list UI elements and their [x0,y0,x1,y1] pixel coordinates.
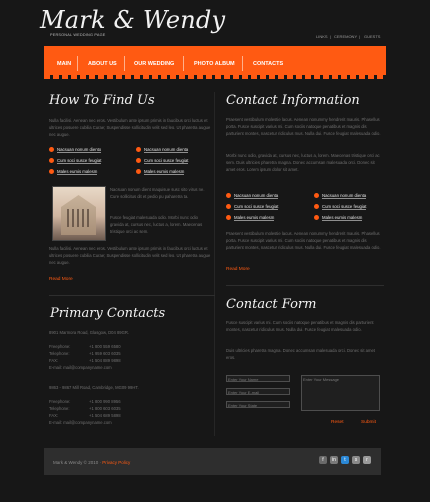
footer-copyright: Mark & Wendy © 2010 · Privacy Policy [53,460,131,465]
name-field[interactable]: Enter Your Name [226,375,290,382]
contact-info-para-2: Morbi nunc odio, gravida at, cursus nec, luctus a, lorem. Maecenas tristique orci ac sem. Duis ultricies pharetra magna. Donec accumsan malesuada orci. Donec sit amet eros. Lorem ipsum dolor sit amet. [226,153,380,172]
fax-value-2: +1 504 689 5898 [89,413,121,418]
info-link-3a[interactable]: Males eumis malesm [226,214,274,221]
form-title: Contact Form [226,297,317,312]
contact-info-read-more[interactable]: Read More [226,267,250,272]
find-paragraph-2: Nulla facilisi. Aenean nec eros. Vestibulum ante ipsum primis in faucibus orci luctus et ultrices posuere cubilia Curae; Suspendisse sollicitudin velit sed leo. Ut pharetra augue nec augue. [49,246,211,265]
privacy-policy-link[interactable]: Privacy Policy [102,460,131,465]
telephone-label-2: Telephone: [49,406,70,411]
freephone-label-1: Freephone: [49,344,71,349]
telephone-value-2: +1 800 603 6035 [89,406,121,411]
find-link-2a[interactable]: Cum soci susce feugiat [49,157,101,164]
rss-icon[interactable]: r [363,456,371,464]
form-para-1: Fusce suscipit varius mi. Cum sociis natoque penatibus et magnis dis parturient montes, nascetur ridiculus mus. Nulla dui. Fusce feugiat malesuada odio. [226,320,374,332]
message-field[interactable]: Enter Your Message [301,375,380,411]
castle-photo [52,186,106,241]
find-link-1b[interactable]: Nacsuan nonum dienta [136,146,188,153]
info-link-1b[interactable]: Nacsuan nonum dienta [314,192,366,199]
submit-button[interactable]: Submit [361,420,376,425]
contact-info-para-1: Praesent vestibulum molestie lacus. Aenean nonummy hendrerit mauris. Phasellus porta. Fusce suscipit varius mi. Cum sociis natoque penatibus et magnis dis parturient montes, nascetur ridiculus mus. Nulla dui. Fusce feugiat malesuada odio. [226,117,381,136]
reset-button[interactable]: Reset [331,420,344,425]
linkedin-icon[interactable]: in [330,456,338,464]
freephone-value-1: +1 800 559 6580 [89,344,121,349]
contact-info-title: Contact Information [226,93,360,108]
form-para-2: Duis ultricies pharetra magna. Donec accumsan malesuada orci. Donec sit amet eros. [226,348,375,360]
email-2[interactable]: E-mail: mail@companyname.com [49,420,112,425]
facebook-icon[interactable]: f [319,456,327,464]
contacts-address-1: 8901 Marmora Road, Glasgow, D04 89GR. [49,330,130,335]
fax-value-1: +1 504 889 9898 [89,358,121,363]
find-link-3b[interactable]: Males eumis malesm [136,168,184,175]
state-field[interactable]: Enter Your State [226,401,290,408]
fax-label-2: FAX: [49,413,59,418]
menu-main[interactable]: MAIN [57,61,72,67]
info-link-2a[interactable]: Cum soci susce feugiat [226,203,278,210]
top-link-links[interactable]: LINKS [316,34,328,39]
top-link-guests[interactable]: GUESTS [364,34,381,39]
site-tagline: PERSONAL WEDDING PAGE [50,33,106,37]
find-link-3a[interactable]: Males eumis malesm [49,168,97,175]
info-link-1a[interactable]: Nacsuan nonum dienta [226,192,278,199]
left-divider [49,295,215,296]
right-divider [226,285,384,286]
freephone-value-2: +1 800 990 8956 [89,399,121,404]
find-read-more[interactable]: Read More [49,277,73,282]
twitter-icon[interactable]: t [341,456,349,464]
find-title: How To Find Us [49,93,155,108]
fax-label-1: FAX: [49,358,59,363]
share-icon[interactable]: s [352,456,360,464]
email-field[interactable]: Enter Your E-mail [226,388,290,395]
contacts-title: Primary Contacts [50,306,166,321]
top-link-ceremony[interactable]: CEREMONY [334,34,358,39]
find-side-text: Nacsuan nonum dient maquisue susc sito virus ne. Cure sollicitus dit et pedio pu paharetra ta. [110,187,205,199]
find-link-1a[interactable]: Nacsuan nonum diento [49,146,101,153]
menu-our-wedding[interactable]: OUR WEDDING [134,61,175,67]
telephone-value-1: +1 959 603 6035 [89,351,121,356]
email-1[interactable]: E-mail: mail@companyname.com [49,365,112,370]
find-paragraph: Nulla facilisi. Aenean nec eros. Vestibulum ante ipsum primis in faucibus orci luctus et ultrices posuere cubilia Curae; Suspendisse sollicitudin velit sed leo. Ut pharetra augue nec augue. [49,118,211,137]
find-link-2b[interactable]: Cum soci susce feugiat [136,157,188,164]
freephone-label-2: Freephone: [49,399,71,404]
contact-info-para-3: Praesent vestibulum molestie lacus. Aenean nonummy hendrerit mauris. Phasellus porta. Fusce suscipit varius mi. Cum sociis natoque penatibus et magnis dis parturient montes, nascetur ridiculus mus. Nulla dui. Fusce feugiat malesuada odio. [226,231,381,250]
info-link-3b[interactable]: Males eumis malesm [314,214,362,221]
menu-contacts[interactable]: CONTACTS [253,61,284,67]
site-logo[interactable]: Mark & Wendy [40,6,226,34]
info-link-2b[interactable]: Cum soci susce feugiat [314,203,366,210]
telephone-label-1: Telephone: [49,351,70,356]
contacts-address-2: 9863 - 9867 Mill Road, Cambridge, MG09 99HT. [49,385,139,390]
menu-photo-album[interactable]: PHOTO ALBUM [194,61,235,67]
find-side-text-2: Fusce feugiat malesuada odio. Morbi nunc odio gravida at, cursus nec, luctus a, lorem. Maecenas tristique orci ac sem. [110,215,203,234]
menu-about-us[interactable]: ABOUT US [88,61,117,67]
